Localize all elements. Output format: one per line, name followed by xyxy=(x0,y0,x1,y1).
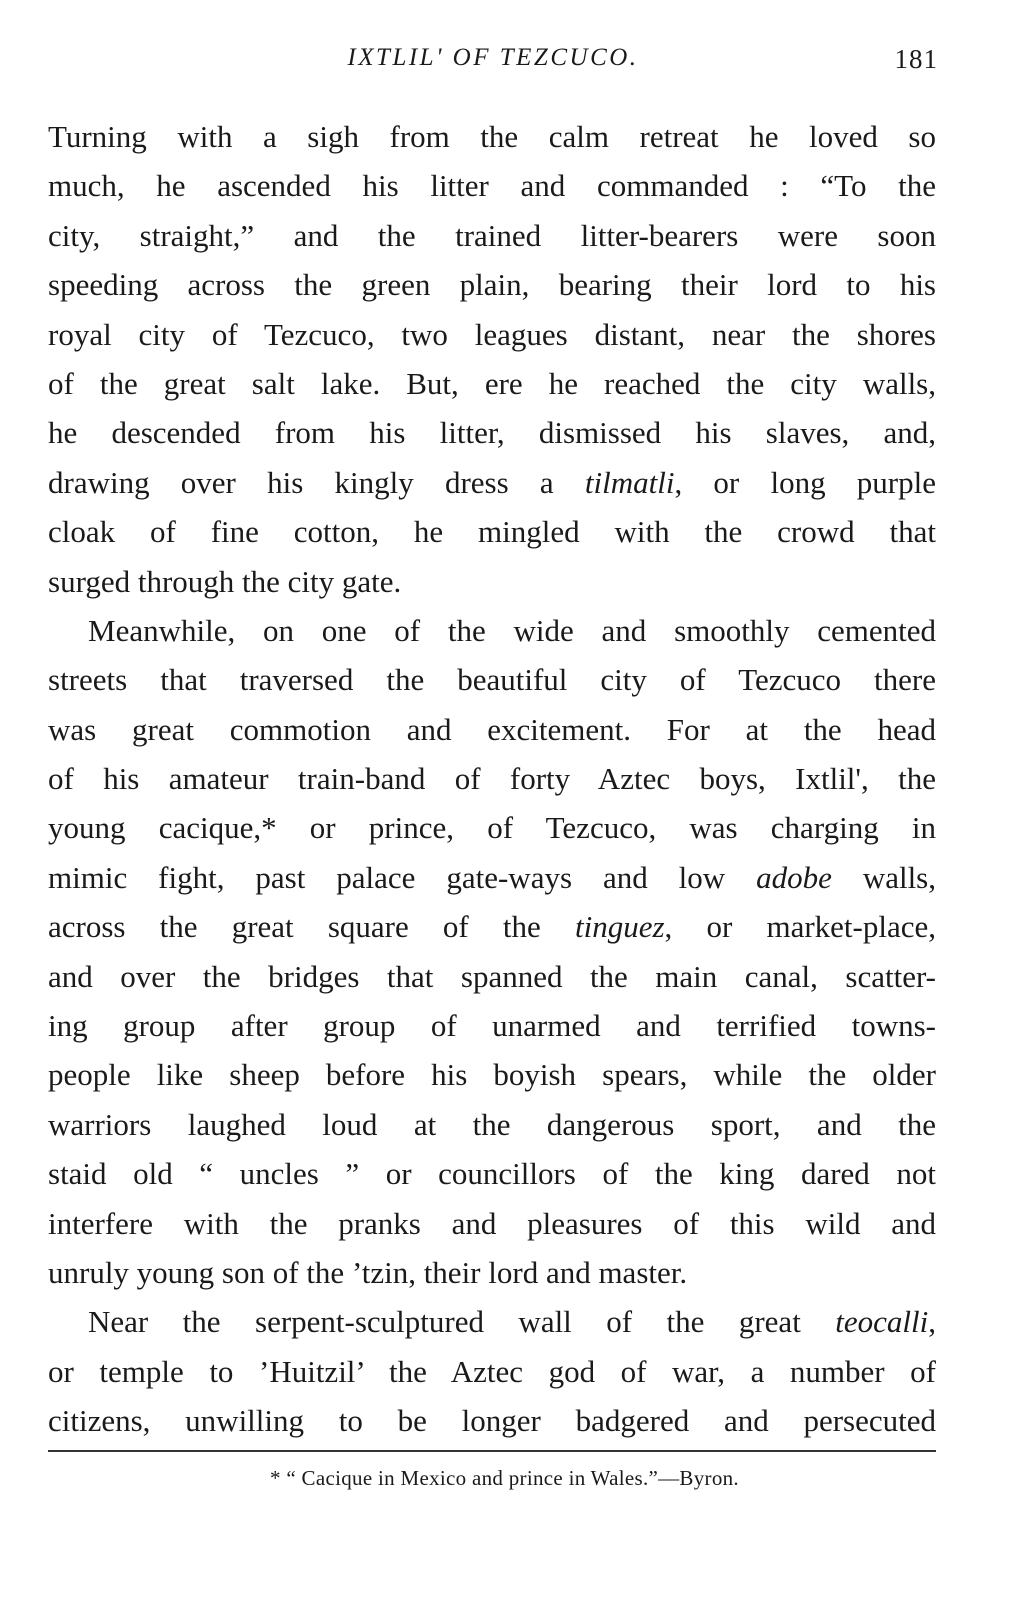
text-run: , or long purple xyxy=(674,464,936,500)
footnote: * “ Cacique in Mexico and prince in Wales.”—Byron. xyxy=(270,1466,739,1490)
text-line: much, he ascended his litter and commanded : “To the xyxy=(48,168,936,204)
text-line: city, straight,” and the trained litter-bearers were soon xyxy=(48,217,936,253)
running-head xyxy=(48,44,938,80)
text-line: cloak of fine cotton, he mingled with the crowd that xyxy=(48,514,936,550)
text-line: Turning with a sigh from the calm retreat he loved so xyxy=(48,119,936,154)
italic-term: adobe xyxy=(756,859,832,895)
text-line xyxy=(48,1297,936,1346)
text-run: , xyxy=(928,1304,936,1340)
text-run: Near the serpent-sculptured wall of the great xyxy=(88,1304,836,1340)
italic-term: teocalli xyxy=(835,1304,929,1340)
body-text xyxy=(48,112,936,1446)
running-title: IXTLIL' OF TEZCUCO. xyxy=(347,44,639,71)
text-line: citizens, unwilling to be longer badgered and persecuted xyxy=(48,1403,936,1439)
text-line: Meanwhile, on one of the wide and smoothly cemented xyxy=(88,612,936,648)
text-line: speeding across the green plain, bearing their lord to his xyxy=(48,267,936,303)
text-run: , or market-place, xyxy=(664,909,936,945)
text-line: royal city of Tezcuco, two leagues distant, near the shores xyxy=(48,316,936,352)
text-run: across the great square of the xyxy=(48,909,575,945)
text-line: people like sheep before his boyish spears, while the older xyxy=(48,1057,936,1093)
text-line: interfere with the pranks and pleasures of this wild and xyxy=(48,1205,936,1241)
page-number: 181 xyxy=(894,44,938,74)
text-line: unruly young son of the ’tzin, their lord and master. xyxy=(48,1254,688,1290)
italic-term: tinguez xyxy=(574,909,665,945)
text-line: of the great salt lake. But, ere he reached the city walls, xyxy=(48,365,936,401)
text-line: young cacique,* or prince, of Tezcuco, was charging in xyxy=(48,810,936,846)
text-line: and over the bridges that spanned the main canal, scatter- xyxy=(48,958,936,994)
text-line xyxy=(48,853,936,902)
text-line: streets that traversed the beautiful city of Tezcuco there xyxy=(48,662,936,698)
text-line: of his amateur train-band of forty Aztec boys, Ixtlil', the xyxy=(48,761,936,797)
footnote-divider xyxy=(48,1450,936,1452)
text-line xyxy=(48,902,936,951)
text-line: staid old “ uncles ” or councillors of the king dared not xyxy=(48,1156,936,1192)
text-line: or temple to ’Huitzil’ the Aztec god of war, a number of xyxy=(48,1353,936,1389)
text-run: walls, xyxy=(831,859,937,895)
italic-term: tilmatli xyxy=(584,464,675,500)
text-line xyxy=(48,458,936,507)
text-line: ing group after group of unarmed and terrified towns- xyxy=(48,1008,936,1044)
text-line: warriors laughed loud at the dangerous sport, and the xyxy=(48,1106,936,1142)
text-run: drawing over his kingly dress a xyxy=(48,464,585,500)
text-line: he descended from his litter, dismissed his slaves, and, xyxy=(48,415,936,451)
text-run: mimic fight, past palace gate-ways and low xyxy=(48,859,757,895)
text-line: surged through the city gate. xyxy=(48,563,402,599)
text-line: was great commotion and excitement. For at the head xyxy=(48,711,936,747)
